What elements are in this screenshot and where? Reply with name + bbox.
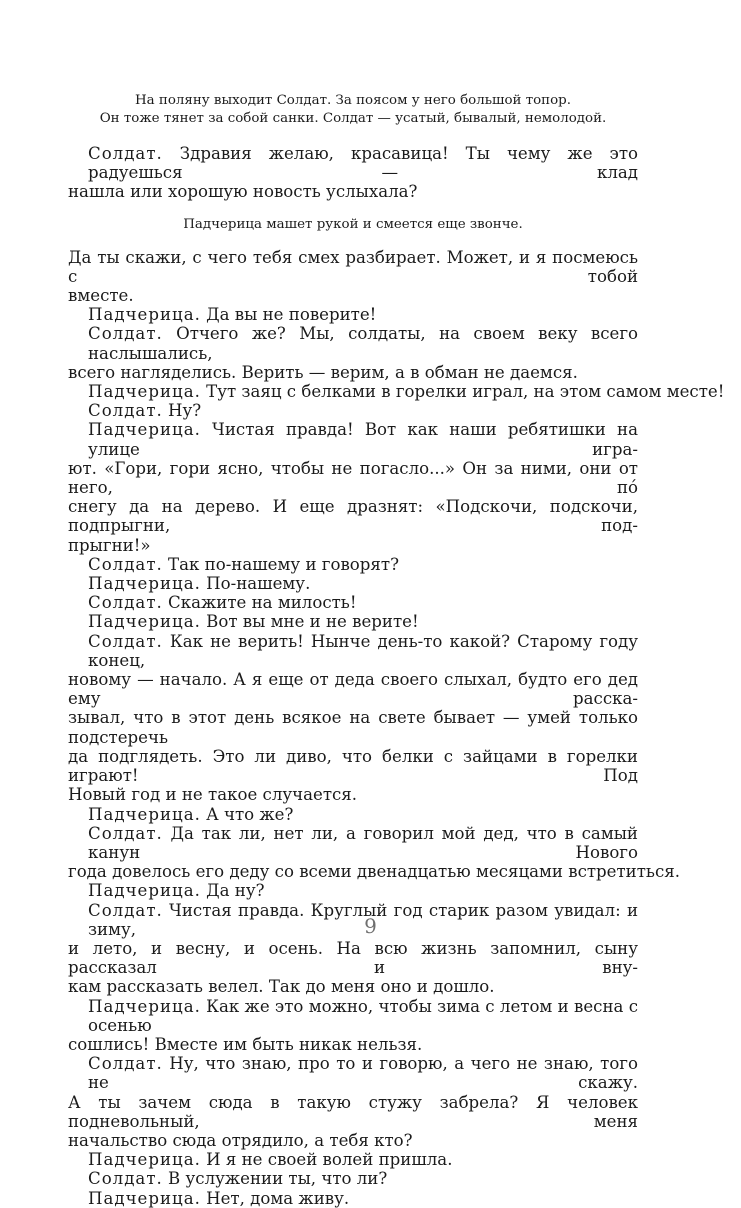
dialogue-line <box>68 305 638 324</box>
stage-direction-mid: Падчерица машет рукой и смеется еще звонче. <box>183 216 523 232</box>
dialogue-line: А ты зачем сюда в такую стужу забрела? Я человек подневольный, меня <box>68 1092 638 1131</box>
dialogue-line <box>68 144 638 182</box>
dialogue-line: Да ты скажи, с чего тебя смех разбирает. Может, и я посмеюсь с тобой <box>68 247 638 286</box>
line-text: По-нашему. <box>200 574 311 594</box>
line-text: Ну, что знаю, про то и говорю, а чего не знаю, того не скажу. <box>88 1054 638 1093</box>
line-text: Да вы не поверите! <box>200 305 377 325</box>
dialogue-line <box>68 401 638 420</box>
dialogue-line: Новый год и не такое случается. <box>68 785 358 805</box>
speaker-soldier: Солдат. <box>88 401 163 421</box>
line-text: Да ну? <box>200 881 265 901</box>
line-text: Так по-нашему и говорят? <box>162 554 399 574</box>
dialogue-line: вместе. <box>68 286 134 306</box>
dialogue-line <box>68 1150 638 1169</box>
dialogue-line <box>68 1054 638 1092</box>
dialogue-line <box>68 632 638 670</box>
dialogue-line <box>68 1189 638 1208</box>
dialogue-line <box>68 881 638 900</box>
speaker-stepdaughter: Падчерица. <box>88 305 201 325</box>
speaker-stepdaughter: Падчерица. <box>88 1188 201 1208</box>
speaker-soldier: Солдат. <box>88 144 163 163</box>
stage-direction-intro <box>68 92 638 128</box>
line-text: Здравия желаю, красавица! Ты чему же это радуешься — клад <box>88 144 638 183</box>
speaker-soldier: Солдат. <box>88 1169 163 1189</box>
dialogue-line <box>68 1169 638 1188</box>
dialogue-line <box>68 420 638 458</box>
speaker-stepdaughter: Падчерица. <box>88 574 201 594</box>
line-text: Как не верить! Нынче день-то какой? Старому году конец, <box>88 631 638 670</box>
stage-direction-line: На поляну выходит Солдат. За поясом у него большой топор. <box>135 93 571 108</box>
dialogue-line <box>68 555 638 574</box>
line-text: В услужении ты, что ли? <box>162 1169 388 1189</box>
dialogue-line: и лето, и весну, и осень. На всю жизнь запомнил, сыну рассказал и вну- <box>68 938 638 978</box>
speaker-stepdaughter: Падчерица. <box>88 804 201 824</box>
dialogue-line: новому — начало. А я еще от деда своего слыхал, будто его дед ему расска- <box>68 670 638 709</box>
dialogue-line <box>68 324 638 362</box>
speaker-stepdaughter: Падчерица. <box>88 612 201 632</box>
speaker-soldier: Солдат. <box>88 324 163 344</box>
dialogue-line <box>68 593 638 612</box>
speaker-soldier: Солдат. <box>88 900 163 920</box>
dialogue-line: да подглядеть. Это ли диво, что белки с зайцами в горелки играют! Под <box>68 746 638 786</box>
line-text: Ну? <box>162 401 202 421</box>
speaker-stepdaughter: Падчерица. <box>88 382 201 402</box>
speaker-soldier: Солдат. <box>88 823 163 843</box>
dialogue-line: всего нагляделись. Верить — верим, а в обман не даемся. <box>68 362 578 382</box>
line-text: Отчего же? Мы, солдаты, на своем веку всего наслышались, <box>88 324 638 363</box>
speaker-stepdaughter: Падчерица. <box>88 1150 201 1170</box>
line-text: Как же это можно, чтобы зима с летом и весна с осенью <box>88 996 638 1035</box>
page-text <box>68 92 725 1208</box>
dialogue-line <box>68 824 638 862</box>
speaker-stepdaughter: Падчерица. <box>88 420 201 440</box>
dialogue-line: ют. «Гори, гори ясно, чтобы не погасло...» Он за ними, они от него, пó <box>68 458 638 498</box>
dialogue-line <box>68 997 638 1035</box>
speaker-stepdaughter: Падчерица. <box>88 881 201 901</box>
dialogue-line <box>68 574 638 593</box>
dialogue-line: нашла или хорошую новость услыхала? <box>68 182 418 202</box>
line-text: Нет, дома живу. <box>200 1188 350 1208</box>
dialogue-line: прыгни!» <box>68 535 151 555</box>
dialogue-line: начальство сюда отрядило, а тебя кто? <box>68 1130 413 1150</box>
line-text: Тут заяц с белками в горелки играл, на этом самом месте! <box>200 382 725 402</box>
speaker-stepdaughter: Падчерица. <box>88 996 201 1016</box>
dialogue-line: кам рассказать велел. Так до меня оно и дошло. <box>68 977 495 997</box>
dialogue-line <box>68 805 638 824</box>
line-text: Чистая правда! Вот как наши ребятишки на улице игра- <box>88 420 638 459</box>
dialogue-line: снегу да на дерево. И еще дразнят: «Подскочи, подскочи, подпрыгни, под- <box>68 497 638 536</box>
speaker-soldier: Солдат. <box>88 631 163 651</box>
line-text: А что же? <box>200 804 294 824</box>
dialogue-line <box>68 612 638 631</box>
line-text: Скажите на милость! <box>162 593 357 613</box>
speaker-soldier: Солдат. <box>88 1054 163 1074</box>
line-text: Да так ли, нет ли, а говорил мой дед, что в самый канун Нового <box>88 823 638 862</box>
stage-direction-line: Он тоже тянет за собой санки. Солдат — усатый, бывалый, немолодой. <box>99 111 607 126</box>
speaker-soldier: Солдат. <box>88 554 163 574</box>
line-text: Чистая правда. Круглый год старик разом увидал: и зиму, <box>88 900 638 939</box>
speaker-soldier: Солдат. <box>88 593 163 613</box>
line-text: И я не своей волей пришла. <box>200 1150 453 1170</box>
dialogue-line: сошлись! Вместе им быть никак нельзя. <box>68 1034 423 1054</box>
line-text: Вот вы мне и не верите! <box>200 612 419 632</box>
dialogue-line: зывал, что в этот день всякое на свете бывает — умей только подстеречь <box>68 708 638 747</box>
page-number: 9 <box>364 914 377 938</box>
dialogue-line: года довелось его деду со всеми двенадцатью месяцами встретиться. <box>68 862 680 882</box>
dialogue-line <box>68 382 725 402</box>
